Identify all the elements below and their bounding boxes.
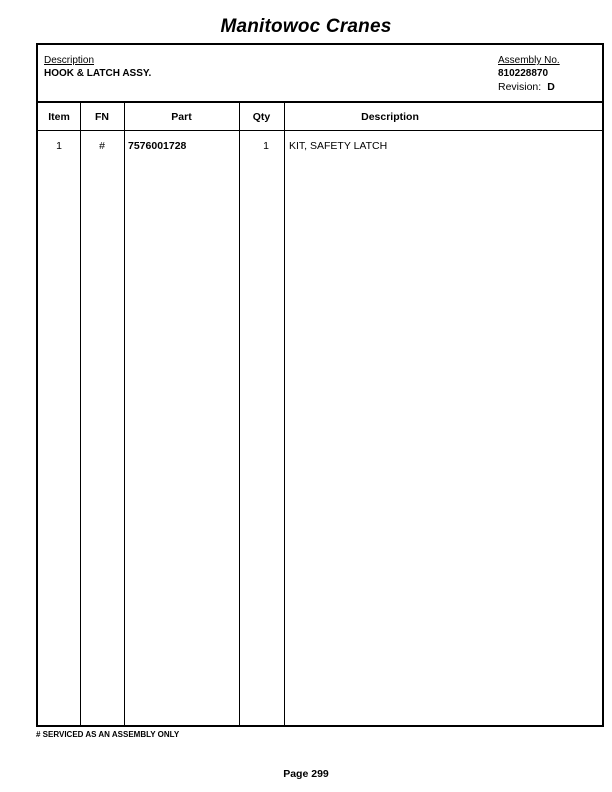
column-divider [239, 103, 240, 725]
row-item-number: 1 [56, 140, 62, 152]
revision-value: D [547, 81, 555, 93]
assembly-header [38, 45, 602, 103]
assembly-number-value: 810228870 [498, 68, 549, 79]
column-header-description: Description [361, 111, 419, 123]
parts-list-frame [36, 43, 604, 727]
column-divider [124, 103, 125, 725]
description-value: HOOK & LATCH ASSY. [44, 68, 152, 79]
document-title: Manitowoc Cranes [220, 16, 392, 37]
description-label: Description [44, 55, 95, 66]
description-block [44, 54, 151, 80]
row-quantity: 1 [263, 140, 269, 152]
revision-line [498, 80, 560, 94]
column-header-fn: FN [95, 111, 109, 123]
column-divider [284, 103, 285, 725]
assembly-block [498, 54, 560, 94]
page-number: Page 299 [283, 768, 329, 780]
column-header-row [38, 103, 602, 131]
revision-label: Revision: [498, 81, 542, 93]
column-header-qty: Qty [252, 111, 271, 123]
row-fn: # [99, 140, 105, 152]
column-header-item: Item [48, 111, 70, 123]
column-divider [80, 103, 81, 725]
assembly-number-label: Assembly No. [498, 55, 560, 66]
row-part-number: 7576001728 [128, 140, 187, 152]
column-header-part: Part [171, 111, 192, 123]
footnote: # SERVICED AS AN ASSEMBLY ONLY [36, 730, 180, 739]
row-description: KIT, SAFETY LATCH [289, 140, 388, 152]
